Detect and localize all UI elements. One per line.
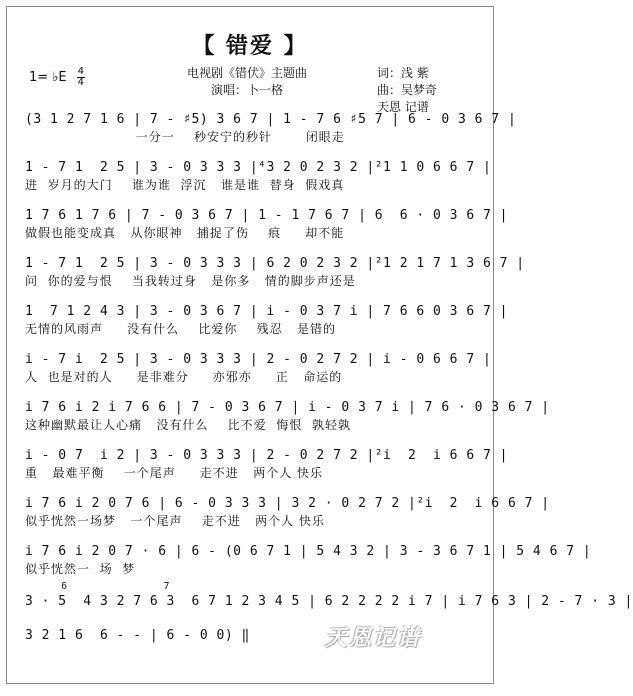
notation-line: i - 7 i 2 5 | 3 - 0 3 3 3 | 2 - 0 2 7 2 | i - 0 6 6 7 |: [25, 352, 492, 367]
notation-line: 3 2 1 6 6 - - | 6 - 0 0) ‖: [25, 628, 250, 643]
song-title: 【 错爱 】: [192, 34, 308, 59]
time-signature: [77, 67, 85, 88]
subtitle-drama: 电视剧《错伏》主题曲: [186, 66, 307, 80]
subtitle-singer: 演唱：卜一格: [210, 83, 283, 97]
notation-line: i 7 6 i 2 0 7 · 6 | 6 - (0 6 7 1 | 5 4 3 2 | 3 - 3 6 7 1 | 5 4 6 7 |: [25, 544, 592, 559]
song-subtitle: [167, 65, 327, 99]
credit-transcriber: 天恩 记谱: [377, 100, 429, 114]
score-row: [25, 399, 550, 433]
score-row: [25, 159, 492, 193]
lyric-line: 做假也能变成真 从你眼神 捕捉了伤 痕 却不能: [25, 226, 345, 240]
lyric-line: 重 最难平衡 一个尾声 走不进 两个人 快乐: [25, 466, 324, 480]
lyric-line: 问 你的爱与恨 当我转过身 是你多 情的脚步声还是: [25, 274, 356, 288]
notation-line: 1 - 7 1 2 5 | 3 - 0 3 3 3 |⁴3 2 0 2 3 2 |²1 1 0 6 6 7 |: [25, 160, 492, 175]
lyric-line: 无情的风雨声 没有什么 比爱你 残忍 是错的: [25, 322, 337, 336]
notation-line: (3 1 2 7 1 6 | 7 - ♯5) 3 6 7 | 1 - 7 6 ♯5 7 | 6 - 0 3 6 7 |: [25, 112, 517, 127]
lyric-line: 似乎恍然一场梦 一个尾声 走不进 两个人 快乐: [25, 514, 325, 528]
score-row: [25, 581, 633, 611]
notation-line: 1 7 6 1 7 6 | 7 - 0 3 6 7 | 1 - 1 7 6 7 | 6 6 · 0 3 6 7 |: [25, 208, 508, 223]
score-row: [25, 447, 508, 481]
score-row: [25, 255, 525, 289]
notation-line: 3 · 5 4 3 2 7 6 3 6 7 1 2 3 4 5 | 6 2 2 2 2 i 7 | i 7 6 3 | 2 - 7 · 3 |: [25, 594, 633, 609]
score-row: [25, 303, 508, 337]
tuplet-markings: 6 7: [25, 581, 170, 592]
notation-line: 1 7 1 2 4 3 | 3 - 0 3 6 7 | i - 0 3 7 i | 7 6 6 0 3 6 7 |: [25, 304, 508, 319]
notation-line: 1 - 7 1 2 5 | 3 - 0 3 3 3 | 6 2 0 2 3 2 |²1 2 1 7 1 3 6 7 |: [25, 256, 525, 271]
music-score-sheet: [6, 6, 633, 684]
lyric-line: 似乎恍然一 场 梦: [25, 562, 136, 576]
key-signature: [29, 67, 85, 88]
notation-line: i 7 6 i 2 0 7 6 | 6 - 0 3 3 3 | 3 2 · 0 2 7 2 |²i 2 i 6 6 7 |: [25, 496, 550, 511]
score-row: [25, 495, 550, 529]
notation-line: i - 0 7 i 2 | 3 - 0 3 3 3 | 2 - 0 2 7 2 |²i 2 i 6 6 7 |: [25, 448, 508, 463]
score-row: [25, 543, 592, 577]
key-label: 1= ♭E: [29, 70, 67, 85]
score-row: [25, 351, 492, 385]
credit-composer: 曲：吴梦奇: [377, 83, 438, 97]
song-credits: [377, 65, 437, 116]
time-signature-top: 4: [77, 66, 84, 77]
score-row: [25, 207, 508, 241]
score-row: [25, 111, 517, 145]
lyric-line: 进 岁月的大门 谁为谁 浮沉 谁是谁 替身 假戏真: [25, 178, 345, 192]
watermark-logo: 天恩记谱: [325, 625, 422, 651]
credit-lyricist: 词：浅 紫: [377, 66, 429, 80]
lyric-line: 人 也是对的人 是非难分 亦邪亦 正 命运的: [25, 370, 343, 384]
notation-line: i 7 6 i 2 i 7 6 6 | 7 - 0 3 6 7 | i - 0 3 7 i | 7 6 · 0 3 6 7 |: [25, 400, 550, 415]
lyric-line: 这种幽默最让人心痛 没有什么 比不爱 悔恨 孰轻孰: [25, 418, 351, 432]
time-signature-bottom: 4: [77, 77, 84, 88]
lyric-line: 一分一 秒安宁的秒针 闭眼走: [25, 130, 345, 144]
